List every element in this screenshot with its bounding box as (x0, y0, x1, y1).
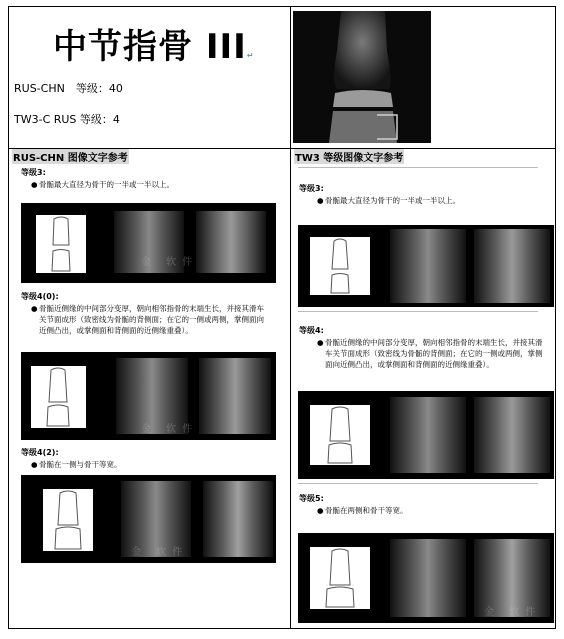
watermark: 金 软件 (141, 257, 199, 268)
bone-sketch (310, 547, 370, 609)
xray-panel (474, 397, 550, 473)
page-title: 中节指骨 III↵ (53, 27, 255, 67)
rus-level-4-0-images (21, 352, 276, 440)
tw3-level-4-text: ● 骨骺近侧缘的中间部分变厚，朝向相邻指骨的末端生长，并接其滑车关节面成形（致密线为骨骺的背侧面；在它的一侧或两侧，掌侧面向近侧凸出，或掌侧面和背侧面的近侧缘重叠）。 (317, 338, 543, 369)
rus-level-3-images (21, 203, 276, 283)
watermark: 金 软件 (141, 424, 199, 435)
phalanx-sketch-icon (43, 489, 93, 551)
tw3-level-5-label: 等级5: (299, 494, 324, 503)
bullet-icon: ● (31, 460, 38, 469)
phalanx-sketch-icon (310, 547, 370, 609)
xray-panel (390, 539, 466, 617)
rus-level-4-2-text: ● 骨骺在一侧与骨干等宽。 (31, 460, 122, 469)
phalanx-sketch-icon (36, 215, 86, 273)
tw3-level-3-text: ● 骨骺最大直径为骨干的一半或一半以上。 (317, 196, 460, 205)
bullet-icon: ● (31, 304, 38, 313)
xray-panel (199, 358, 271, 434)
xray-panel (474, 229, 550, 303)
reference-table (8, 6, 556, 629)
tw3-level-4-images (298, 391, 554, 479)
divider (298, 311, 538, 312)
tw3-level-5-text: ● 骨骺在两侧和骨干等宽。 (317, 506, 408, 515)
bullet-icon: ● (317, 506, 324, 515)
tw3-heading: TW3 等级图像文字参考 (294, 149, 404, 164)
tw3-level-5-images (298, 533, 554, 623)
xray-panel (390, 397, 466, 473)
bone-sketch (36, 215, 86, 273)
rus-level-3-label: 等级3: (21, 168, 46, 177)
bone-sketch (43, 489, 93, 551)
rus-level-4-2-label: 等级4(2): (21, 448, 59, 457)
xray-panel (196, 211, 266, 273)
rus-chn-heading: RUS-CHN 图像文字参考 (12, 149, 129, 164)
xray-bone (293, 11, 431, 143)
main-xray-image (293, 11, 431, 143)
phalanx-sketch-icon (31, 366, 86, 428)
bullet-icon: ● (317, 338, 324, 347)
tw3-level-3-images (298, 225, 554, 307)
rus-level-3-text: ● 骨骺最大直径为骨干的一半或一半以上。 (31, 180, 174, 189)
column-divider (290, 7, 291, 628)
rus-level-4-2-images (21, 475, 276, 563)
watermark: 金 软件 (484, 607, 542, 618)
bullet-icon: ● (31, 180, 38, 189)
rus-chn-grade: RUS-CHN 等级：40 (14, 82, 123, 95)
divider (298, 167, 538, 168)
rus-level-4-0-text: ● 骨骺近侧缘的中间部分变厚，朝向相邻指骨的末端生长，并接其滑车关节面成形（致密线为骨骺的背侧面；在它的一侧或两侧，掌侧面向近侧凸出，或掌侧面和背侧面的近侧缘重叠）。 (31, 304, 264, 335)
rus-level-4-0-label: 等级4(0): (21, 292, 59, 301)
bone-sketch (310, 237, 370, 295)
tw3-level-4-label: 等级4: (299, 326, 324, 335)
tw3-level-3-label: 等级3: (299, 184, 324, 193)
phalanx-sketch-icon (310, 237, 370, 295)
bone-sketch (310, 405, 370, 465)
xray-panel (390, 229, 466, 303)
bone-sketch (31, 366, 86, 428)
tw3-grade: TW3-C RUS 等级：4 (14, 113, 120, 126)
divider (298, 483, 538, 484)
phalanx-sketch-icon (310, 405, 370, 465)
watermark: 金 软件 (131, 547, 189, 558)
xray-panel (203, 481, 273, 557)
bullet-icon: ● (317, 196, 324, 205)
